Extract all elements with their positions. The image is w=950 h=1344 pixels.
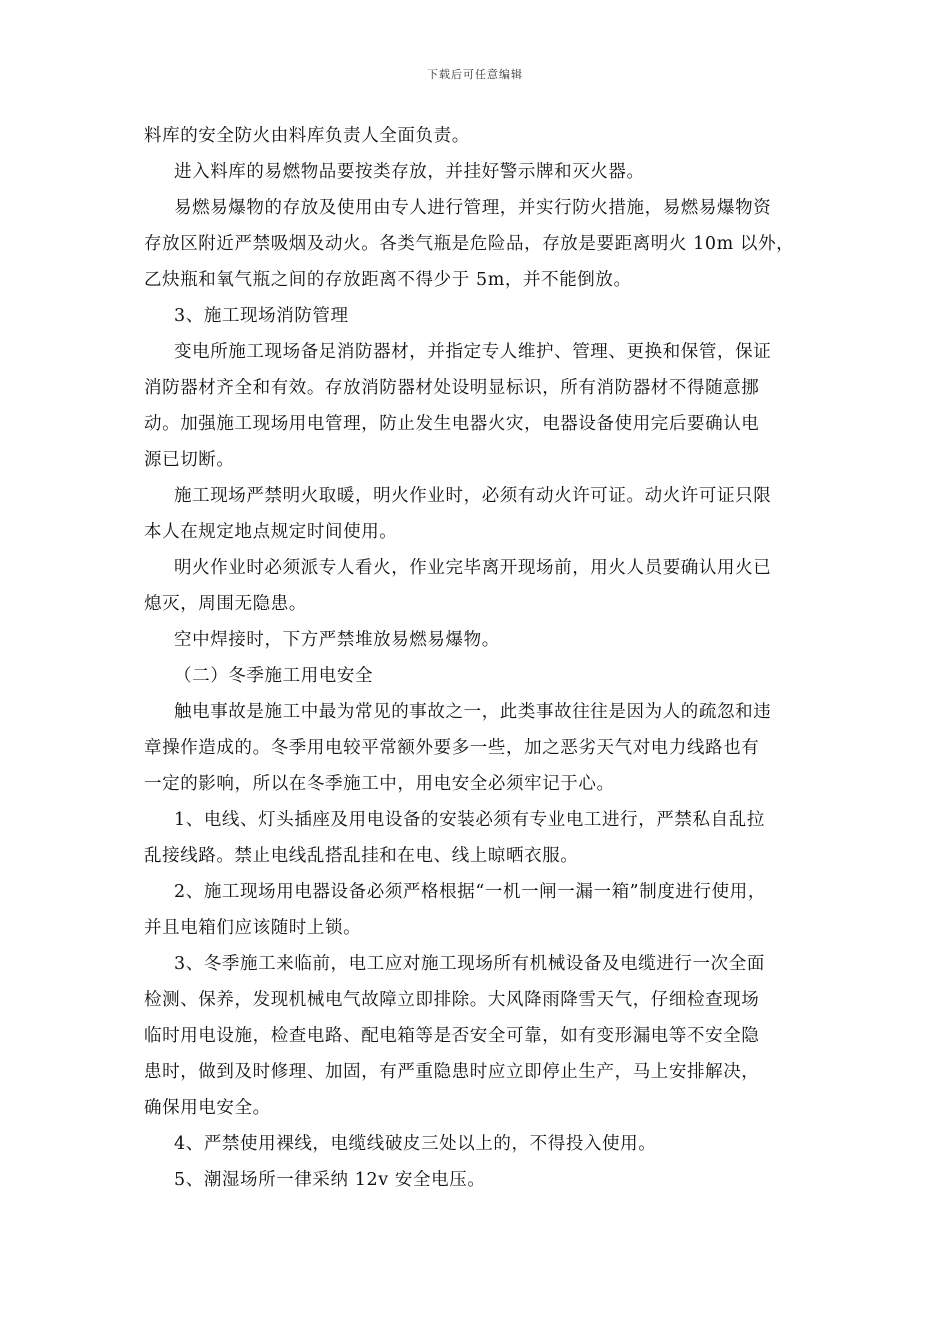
text-line: 章操作造成的。冬季用电较平常额外要多一些，加之恶劣天气对电力线路也有: [144, 738, 760, 758]
section-heading: 3、施工现场消防管理: [174, 306, 349, 326]
text-line: 易燃易爆物的存放及使用由专人进行管理，并实行防火措施，易燃易爆物资: [174, 198, 772, 218]
text-line: 乙炔瓶和氧气瓶之间的存放距离不得少于 5m，并不能倒放。: [144, 270, 632, 290]
text-line: 动。加强施工现场用电管理，防止发生电器火灾，电器设备使用完后要确认电: [144, 414, 760, 434]
text-line: 消防器材齐全和有效。存放消防器材处设明显标识，所有消防器材不得随意挪: [144, 378, 760, 398]
text-line: 熄灭，周围无隐患。: [144, 594, 307, 614]
text-line: 3、冬季施工来临前，电工应对施工现场所有机械设备及电缆进行一次全面: [174, 954, 765, 974]
text-line: 变电所施工现场备足消防器材，并指定专人维护、管理、更换和保管，保证: [174, 342, 772, 362]
page-header: 下载后可任意编辑: [427, 68, 523, 81]
text-line: 施工现场严禁明火取暖，明火作业时，必须有动火许可证。动火许可证只限: [174, 486, 772, 506]
text-line: 临时用电设施，检查电路、配电箱等是否安全可靠，如有变形漏电等不安全隐: [144, 1026, 760, 1046]
text-line: 2、施工现场用电器设备必须严格根据“一机一闸一漏一箱”制度进行使用，: [174, 882, 766, 902]
text-line: 明火作业时必须派专人看火，作业完毕离开现场前，用火人员要确认用火已: [174, 558, 772, 578]
text-line: 空中焊接时，下方严禁堆放易燃易爆物。: [174, 630, 500, 650]
text-line: 5、潮湿场所一律采纳 12v 安全电压。: [174, 1170, 486, 1190]
text-line: 一定的影响，所以在冬季施工中，用电安全必须牢记于心。: [144, 774, 615, 794]
text-line: 1、电线、灯头插座及用电设备的安装必须有专业电工进行，严禁私自乱拉: [174, 810, 765, 830]
text-line: 进入料库的易燃物品要按类存放，并挂好警示牌和灭火器。: [174, 162, 645, 182]
section-heading: （二）冬季施工用电安全: [174, 666, 374, 686]
text-line: 料库的安全防火由料库负责人全面负责。: [144, 126, 470, 146]
text-line: 确保用电安全。: [144, 1098, 271, 1118]
text-line: 患时，做到及时修理、加固，有严重隐患时应立即停止生产，马上安排解决，: [144, 1062, 760, 1082]
text-line: 并且电箱们应该随时上锁。: [144, 918, 362, 938]
document-body: [144, 118, 810, 1198]
text-line: 存放区附近严禁吸烟及动火。各类气瓶是危险品，存放是要距离明火 10m 以外，: [144, 234, 795, 254]
text-line: 乱接线路。禁止电线乱搭乱挂和在电、线上晾晒衣服。: [144, 846, 579, 866]
text-line: 本人在规定地点规定时间使用。: [144, 522, 398, 542]
text-line: 触电事故是施工中最为常见的事故之一，此类事故往往是因为人的疏忽和违: [174, 702, 772, 722]
text-line: 检测、保养，发现机械电气故障立即排除。大风降雨降雪天气，仔细检查现场: [144, 990, 760, 1010]
text-line: 4、严禁使用裸线，电缆线破皮三处以上的，不得投入使用。: [174, 1134, 657, 1154]
text-line: 源已切断。: [144, 450, 235, 470]
